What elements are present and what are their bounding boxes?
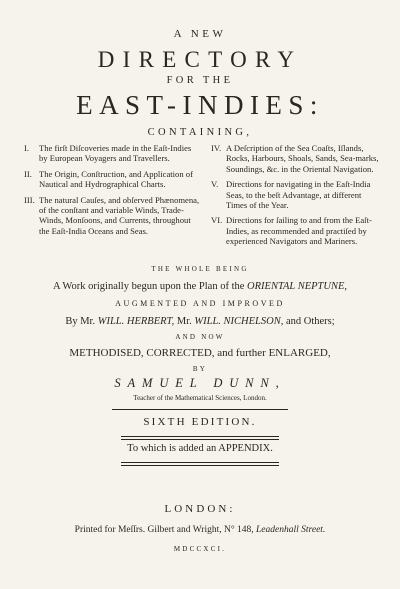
contributors-line: By Mr. WILL. HERBERT, Mr. WILL. NICHELSON, and Others;: [65, 316, 335, 327]
imprint-city: LONDON:: [164, 503, 236, 515]
contents-item: III. The natural Cauſes, and obſerved Phænomena, of the conſtant and variable Winds, Trade-Winds, Monſoons, and Currents, throughout the Eaſt-India Oceans and Seas.: [24, 194, 200, 236]
divider-rule: [121, 462, 279, 466]
divider-rule: [121, 436, 279, 440]
contents-item: I. The firſt Diſcoveries made in the Eaſt-Indies by European Voyagers and Travellers.: [24, 143, 192, 164]
author-title: Teacher of the Mathematical Sciences, London.: [133, 394, 267, 402]
whole-being-line: THE WHOLE BEING: [151, 265, 249, 273]
appendix-line: To which is added an APPENDIX.: [127, 443, 273, 454]
augmented-line: AUGMENTED AND IMPROVED: [115, 299, 285, 308]
divider-rule: [112, 409, 288, 410]
title-line-for-the: FOR THE: [166, 75, 234, 86]
and-now-line: AND NOW: [175, 333, 225, 341]
imprint-year: MDCCXCI.: [173, 545, 227, 553]
title-line-directory: DIRECTORY: [97, 47, 303, 72]
contents-item: V. Directions for navigating in the Eaſt-India Seas, to the beſt Advantage, at different Times of the Year.: [211, 179, 371, 211]
imprint-printer: Printed for Meſſrs. Gilbert and Wright, N° 148, Leadenhall Street.: [74, 525, 326, 535]
contents-item: VI. Directions for ſailing to and from the Eaſt-Indies, as recommended and practiſed by experienced Navigators and Mariners.: [211, 215, 372, 247]
containing-heading: CONTAINING,: [147, 127, 253, 138]
contents-right-column: [211, 143, 379, 252]
title-line-a-new: A NEW: [173, 28, 227, 40]
title-line-east-indies: EAST-INDIES:: [76, 90, 324, 120]
author-name: SAMUEL DUNN,: [114, 376, 286, 390]
contents-item: IV. A Deſcription of the Sea Coaſts, Iſlands, Rocks, Harbours, Shoals, Sands, Sea-marks, Soundings, &c. in the Oriental Navigation.: [211, 143, 379, 174]
by-line: BY: [192, 365, 208, 373]
edition-line: SIXTH EDITION.: [143, 416, 257, 428]
work-origin-line: A Work originally begun upon the Plan of the ORIENTAL NEPTUNE,: [52, 281, 348, 292]
methodised-line: METHODISED, CORRECTED, and further ENLARGED,: [69, 347, 331, 359]
contents-left-column: [24, 143, 200, 241]
contents-item: II. The Origin, Conſtruction, and Application of Nautical and Hydrographical Charts.: [24, 168, 193, 190]
